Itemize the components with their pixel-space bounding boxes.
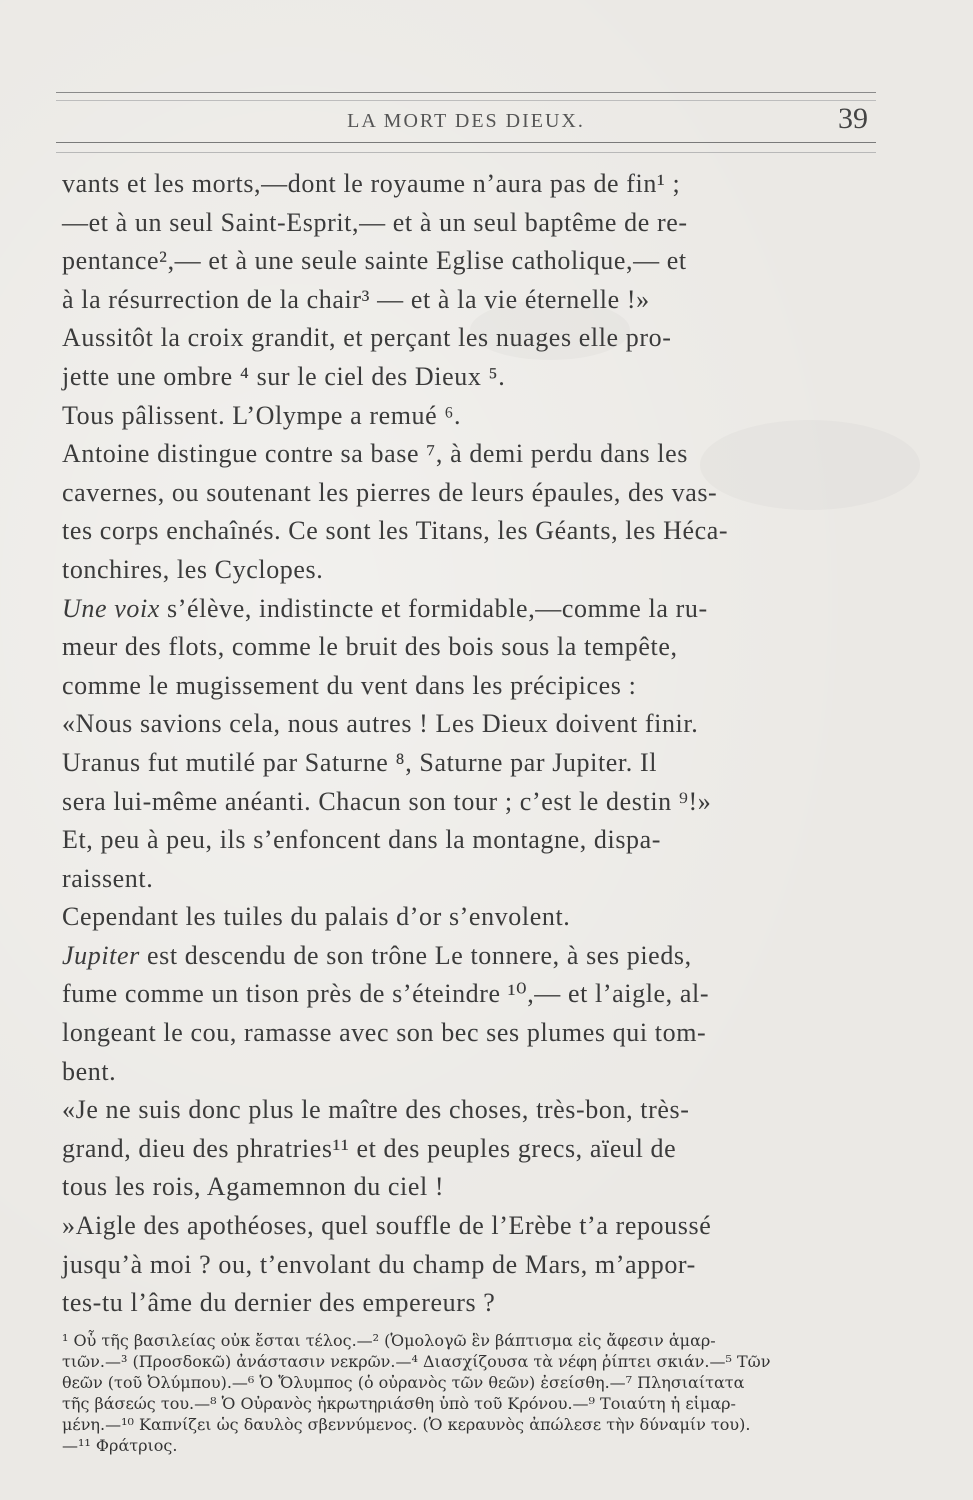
text-line: pentance²,— et à une seule sainte Eglise catholique,— et <box>62 246 687 276</box>
italic-lead: Une voix <box>62 593 160 623</box>
paragraph <box>62 937 874 1091</box>
text-line: longeant le cou, ramasse avec son bec ses plumes qui tom- <box>62 1018 707 1048</box>
footnote-line: τιῶν.—³ (Προσδοκῶ) ἀνάστασιν νεκρῶν.—⁴ Διασχίζουσα τὰ νέφη ῥίπτει σκιάν.—⁵ Τῶν <box>62 1352 771 1371</box>
header-rule-bottom <box>56 142 876 143</box>
text-line: »Aigle des apothéoses, quel souffle de l’Erèbe t’a repoussé <box>62 1211 712 1241</box>
footnote-line: τῆς βάσεώς του.—⁸ Ὁ Οὐρανὸς ἠκρωτηριάσθη ὑπὸ τοῦ Κρόνου.—⁹ Τοιαύτη ἡ εἱμαρ- <box>62 1394 736 1413</box>
text-line: tes-tu l’âme du dernier des empereurs ? <box>62 1288 496 1318</box>
text-line: tonchires, les Cyclopes. <box>62 554 324 584</box>
text-line: «Je ne suis donc plus le maître des choses, très-bon, très- <box>62 1095 690 1125</box>
page-number: 39 <box>838 102 868 135</box>
paragraph <box>62 1091 874 1207</box>
footnote-line: —¹¹ Φράτριος. <box>62 1436 178 1455</box>
paragraph <box>62 397 874 436</box>
text-line: vants et les morts,—dont le royaume n’aura pas de fin¹ ; <box>62 169 681 198</box>
text-line: bent. <box>62 1056 117 1086</box>
text-line: est descendu de son trône Le tonnere, à ses pieds, <box>139 940 692 970</box>
header-rule-top <box>56 92 876 93</box>
footnote-line: θεῶν (τοῦ Ὀλύμπου).—⁶ Ὁ Ὄλυμπος (ὁ οὐρανὸς τῶν θεῶν) ἐσείσθη.—⁷ Πλησιαίτατα <box>62 1373 745 1392</box>
paragraph <box>62 319 874 396</box>
text-line: —et à un seul Saint-Esprit,— et à un seul baptême de re- <box>62 207 688 237</box>
paragraph <box>62 705 874 821</box>
header-rule-bottom-thin <box>56 152 876 153</box>
text-line: Tous pâlissent. L’Olympe a remué ⁶. <box>62 400 462 430</box>
paragraph <box>62 821 874 898</box>
paragraph <box>62 898 874 937</box>
text-line: jusqu’à moi ? ou, t’envolant du champ de Mars, m’appor- <box>62 1249 696 1279</box>
text-line: fume comme un tison près de s’éteindre ¹⁰,— et l’aigle, al- <box>62 979 710 1009</box>
paragraph <box>62 1207 874 1323</box>
footnote-line: ¹ Οὗ τῆς βασιλείας οὐκ ἔσται τέλος.—² (Ὁμολογῶ ἓν βάπτισμα εἰς ἄφεσιν ἁμαρ- <box>62 1331 716 1350</box>
body-text <box>62 165 874 1323</box>
paragraph <box>62 590 874 706</box>
text-line: raissent. <box>62 863 154 893</box>
text-line: tous les rois, Agamemnon du ciel ! <box>62 1172 445 1202</box>
footnotes <box>62 1330 878 1456</box>
paragraph <box>62 435 874 589</box>
italic-lead: Jupiter <box>62 940 140 970</box>
text-line: tes corps enchaînés. Ce sont les Titans, les Géants, les Héca- <box>62 516 729 546</box>
text-line: Et, peu à peu, ils s’enfoncent dans la montagne, dispa- <box>62 825 662 855</box>
text-line: cavernes, ou soutenant les pierres de leurs épaules, des vas- <box>62 477 718 507</box>
text-line: à la résurrection de la chair³ — et à la vie éternelle !» <box>62 284 650 314</box>
text-line: sera lui-même anéanti. Chacun son tour ; c’est le destin ⁹!» <box>62 786 712 816</box>
text-line: «Nous savions cela, nous autres ! Les Dieux doivent finir. <box>62 709 699 739</box>
paragraph <box>62 165 874 319</box>
text-line: Antoine distingue contre sa base ⁷, à demi perdu dans les <box>62 439 688 469</box>
text-line: jette une ombre ⁴ sur le ciel des Dieux ⁵. <box>62 361 506 391</box>
text-line: comme le mugissement du vent dans les précipices : <box>62 670 637 700</box>
text-line: Cependant les tuiles du palais d’or s’envolent. <box>62 902 571 932</box>
text-line: grand, dieu des phratries¹¹ et des peuples grecs, aïeul de <box>62 1133 677 1163</box>
running-head: LA MORT DES DIEUX. <box>347 110 585 132</box>
text-line: Aussitôt la croix grandit, et perçant les nuages elle pro- <box>62 323 672 353</box>
header-rule-top-thin <box>56 100 876 101</box>
text-line: meur des flots, comme le bruit des bois sous la tempête, <box>62 632 678 662</box>
footnote-line: μένη.—¹⁰ Καπνίζει ὡς δαυλὸς σβεννύμενος. (Ὁ κεραυνὸς ἀπώλεσε τὴν δύναμίν του). <box>62 1415 751 1434</box>
text-line: s’élève, indistincte et formidable,—comme la ru- <box>159 593 708 623</box>
text-line: Uranus fut mutilé par Saturne ⁸, Saturne par Jupiter. Il <box>62 747 658 777</box>
